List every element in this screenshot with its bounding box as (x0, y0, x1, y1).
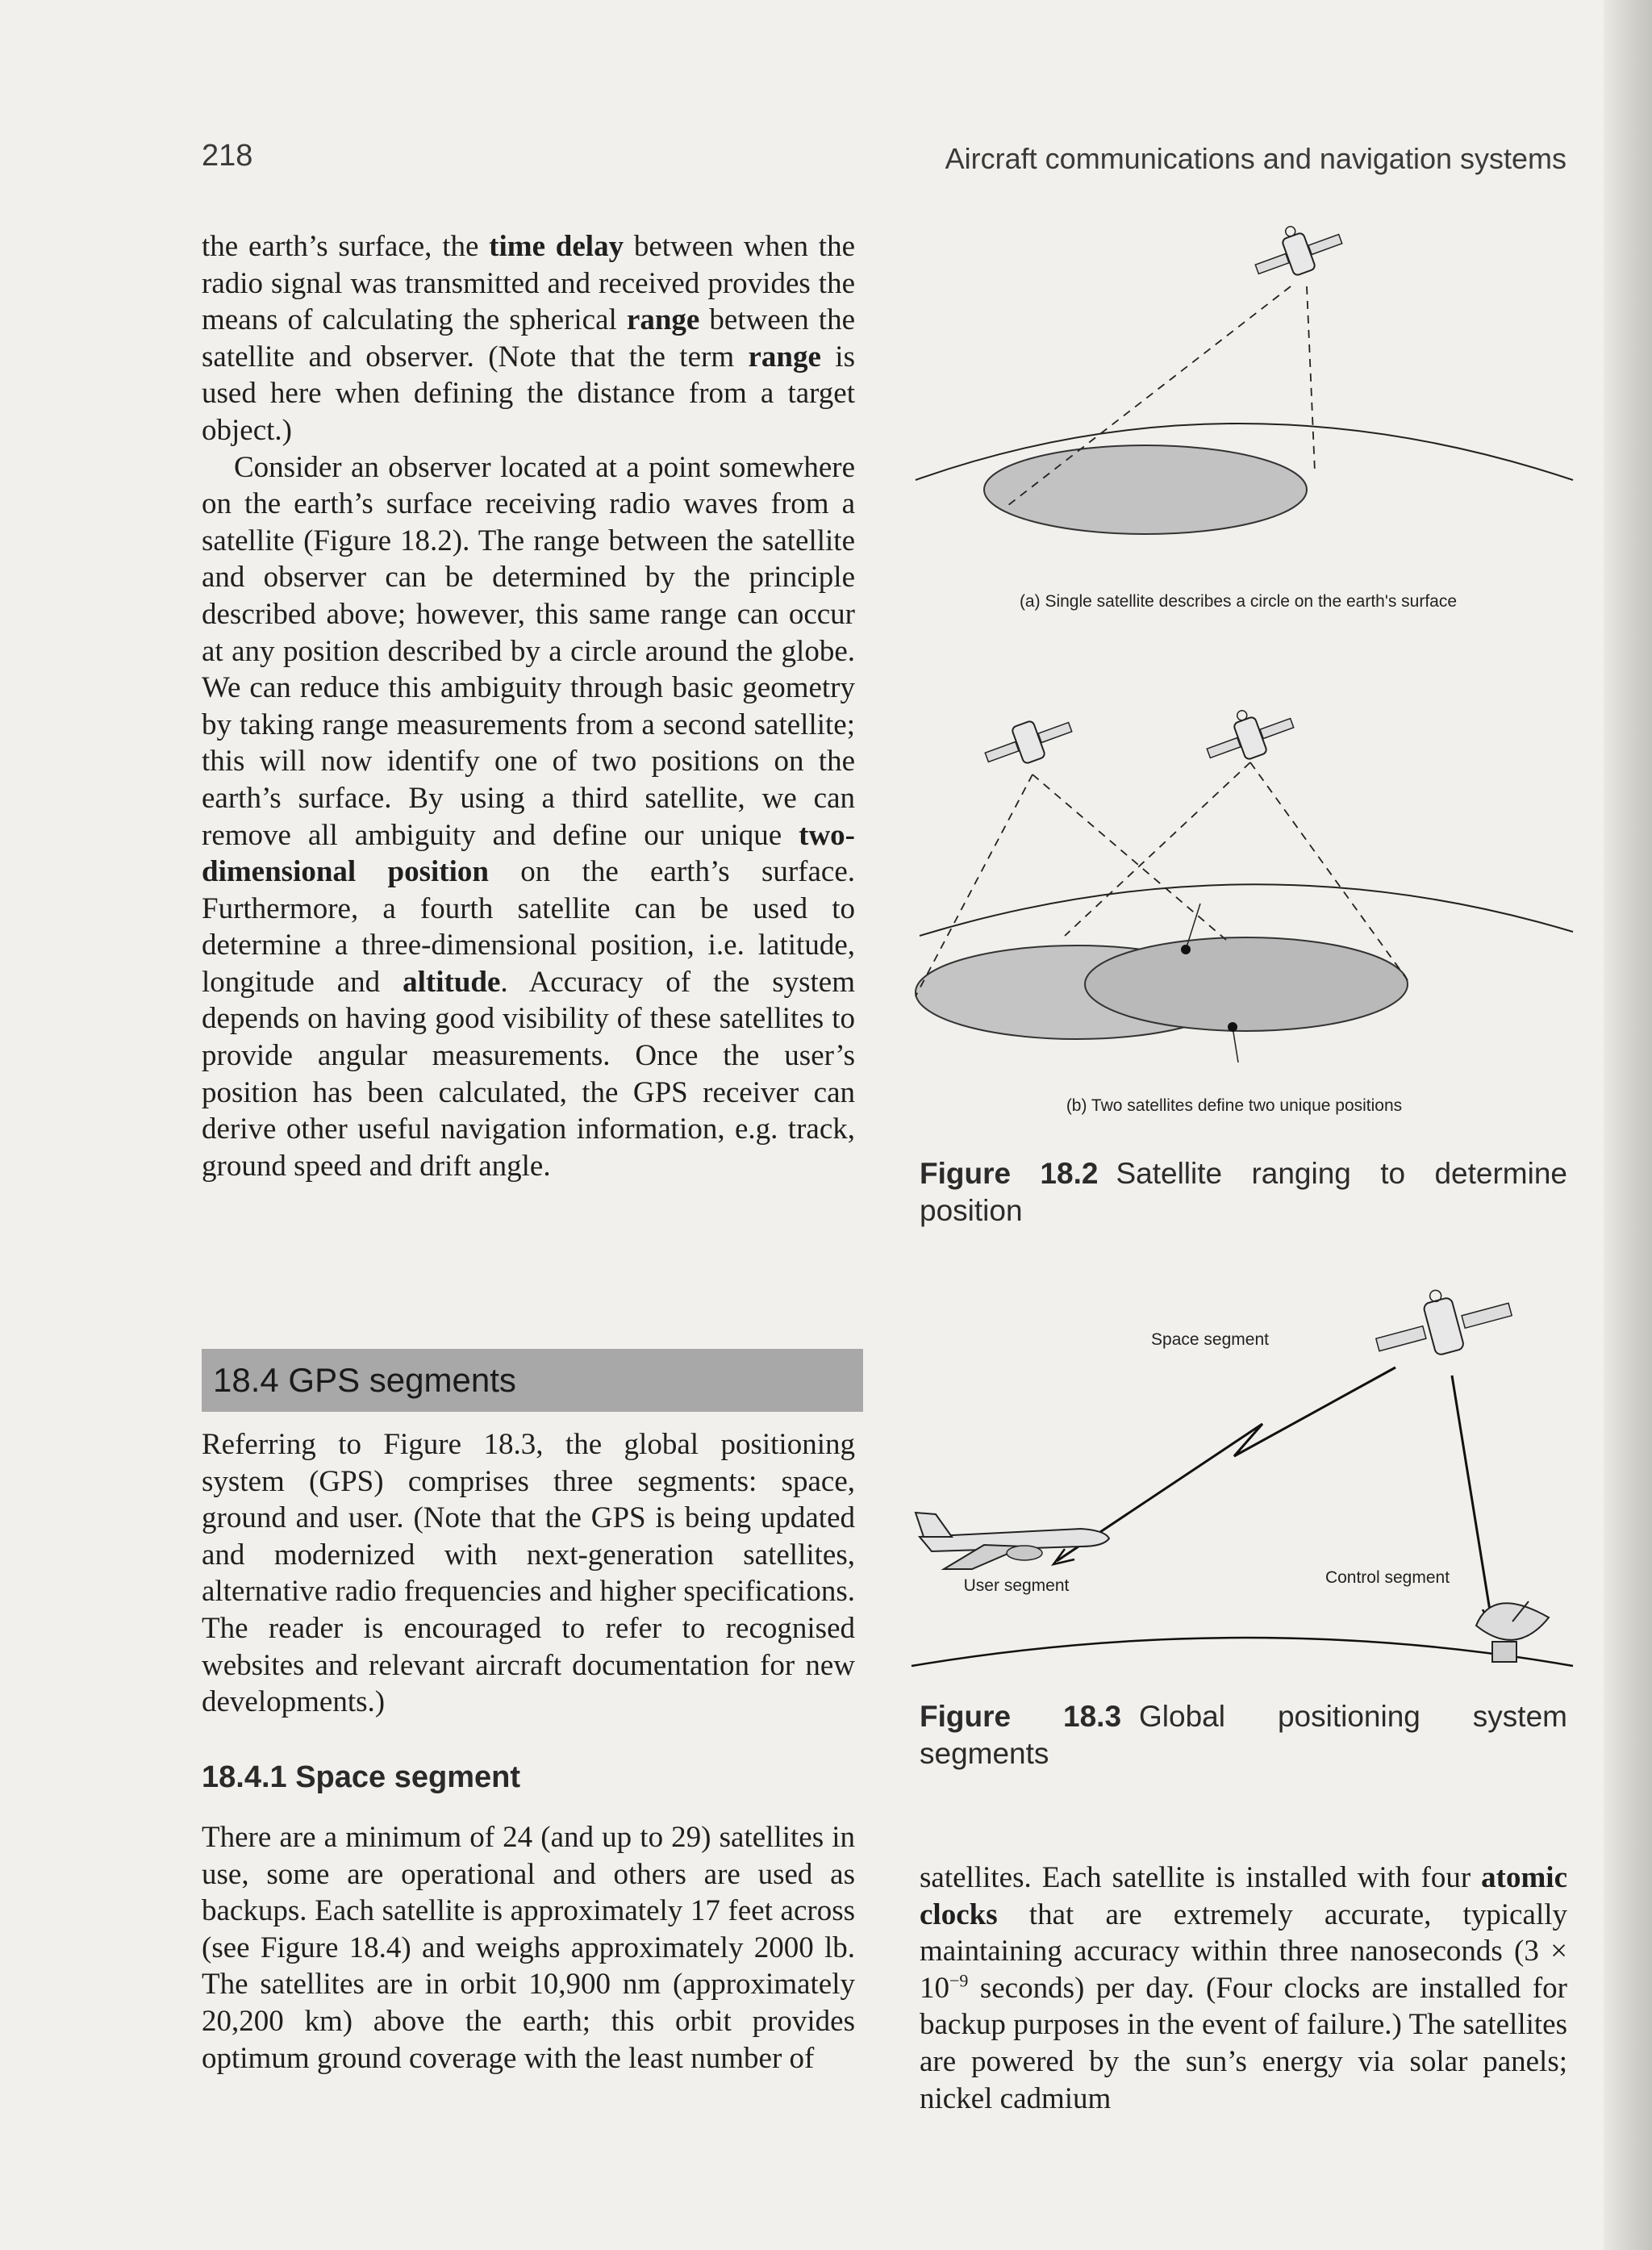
running-title: Aircraft communications and navigation systems (945, 142, 1566, 175)
figure-18-2-caption (920, 1155, 1567, 1229)
coverage-ellipse-a (984, 445, 1307, 534)
text-b: that are extremely accurate, typically maintaining accuracy within three nanoseconds (3 × 10 (920, 1897, 1567, 2005)
paragraph-observer: Consider an observer located at a point somewhere on the earth’s surface receiving radio waves from a satellite (Figure 18.2). The range between the satellite and observer can be determined by the principle described above; however, this same range can occur at any position described by a circle around the globe. We can reduce this ambiguity through basic geometry by taking range measurements from a second satellite; this will now identify one of two positions on the earth’s surface. By using a third satellite, we can remove all ambiguity and define our unique two-dimensional position on the earth’s surface. Furthermore, a fourth satellite can be used to determine a three-dimensional position, i.e. latitude, longitude and altitude. Accuracy of the system depends on having good visibility of these satellites to provide angular measurements. Once the user’s position has been calculated, the GPS receiver can derive other useful navigation information, e.g. track, ground speed and drift angle. (202, 450, 856, 1183)
signal-bolt-user (1057, 1367, 1395, 1561)
label-control-segment: Control segment (1325, 1568, 1450, 1587)
caption-number: Figure 18.3 (920, 1700, 1122, 1733)
satellite-icon (1247, 211, 1347, 287)
range-line-a2 (1307, 286, 1315, 472)
satellite-icon (1199, 695, 1299, 771)
bold-term: time delay (489, 230, 624, 263)
subsection-heading-space-segment: 18.4.1 Space segment (202, 1760, 520, 1794)
figure-label-a: (a) Single satellite describes a circle on the earth's surface (1019, 592, 1458, 611)
page-number: 218 (202, 139, 253, 173)
label-space-segment: Space segment (1151, 1330, 1269, 1349)
earth-horizon-b (920, 884, 1573, 936)
bold-term: altitude (403, 965, 501, 999)
bold-term: range (626, 303, 700, 337)
text-a: satellites. Each satellite is installed with four (920, 1861, 1471, 1894)
left-column-space-segment (202, 1819, 855, 2077)
caption-text: Global positioning system segments (920, 1700, 1567, 1770)
page-edge-shadow (1604, 0, 1652, 2250)
bold-term: range (748, 340, 821, 374)
paragraph-satellites: There are a minimum of 24 (and up to 29) satellites in use, some are operational and others are used as backups. Each satellite is approximately 17 feet across (see Figure 18.4) and weighs approximately 2000 lb. The satellites are in orbit 10,900 nm (approximately 20,200 km) above the earth; this orbit provides optimum ground coverage with the least number of (202, 1821, 855, 2075)
paragraph-atomic-clocks (920, 1860, 1567, 2117)
right-column-text (920, 1860, 1567, 2117)
paragraph-time-delay: the earth’s surface, the time delay between when the radio signal was transmitted and received provides the means of calculating the spherical range between the satellite and observer. (Note that the term range is used here when defining the distance from a target object.) (202, 230, 855, 447)
position-marker-1 (1181, 945, 1191, 954)
text-c: seconds) per day. (Four clocks are installed for backup purposes in the event of failure.) The satellites are powered by the sun’s energy via solar panels; nickel cadmium (920, 1971, 1567, 2115)
satellite-icon (1368, 1273, 1517, 1370)
exponent: −9 (949, 1970, 969, 1991)
section-heading-gps-segments: 18.4 GPS segments (202, 1349, 863, 1412)
position-marker-2 (1228, 1022, 1237, 1032)
bold-term: two-dimensional position (202, 818, 855, 889)
satellite-icon (980, 709, 1077, 776)
label-user-segment: User segment (963, 1576, 1070, 1595)
signal-line-control (1452, 1375, 1492, 1626)
figure-18-3-caption (920, 1698, 1567, 1772)
left-column-top (202, 228, 855, 1184)
coverage-ellipse-b2 (1085, 937, 1408, 1031)
airplane-icon (916, 1513, 1109, 1569)
caption-text: Satellite ranging to determine position (920, 1157, 1567, 1227)
left-column-segments (202, 1426, 855, 1721)
range-line-b3 (1065, 762, 1250, 936)
caption-number: Figure 18.2 (920, 1157, 1099, 1190)
bold-atomic-clocks: atomic clocks (920, 1861, 1567, 1931)
earth-surface (912, 1638, 1573, 1666)
figure-label-b: (b) Two satellites define two unique positions (1066, 1096, 1403, 1115)
pointer-arrow-2 (1233, 1027, 1238, 1062)
figure-18-3-diagram (895, 1271, 1581, 1698)
figure-18-2-diagram (895, 206, 1581, 1125)
paragraph-segments: Referring to Figure 18.3, the global positioning system (GPS) comprises three segments: space, ground and user. (Note that the GPS is being updated and modernized with next-generation satellites, alternative radio frequencies and higher specifications. The reader is encouraged to refer to recognised websites and relevant aircraft documentation for new developments.) (202, 1428, 855, 1719)
